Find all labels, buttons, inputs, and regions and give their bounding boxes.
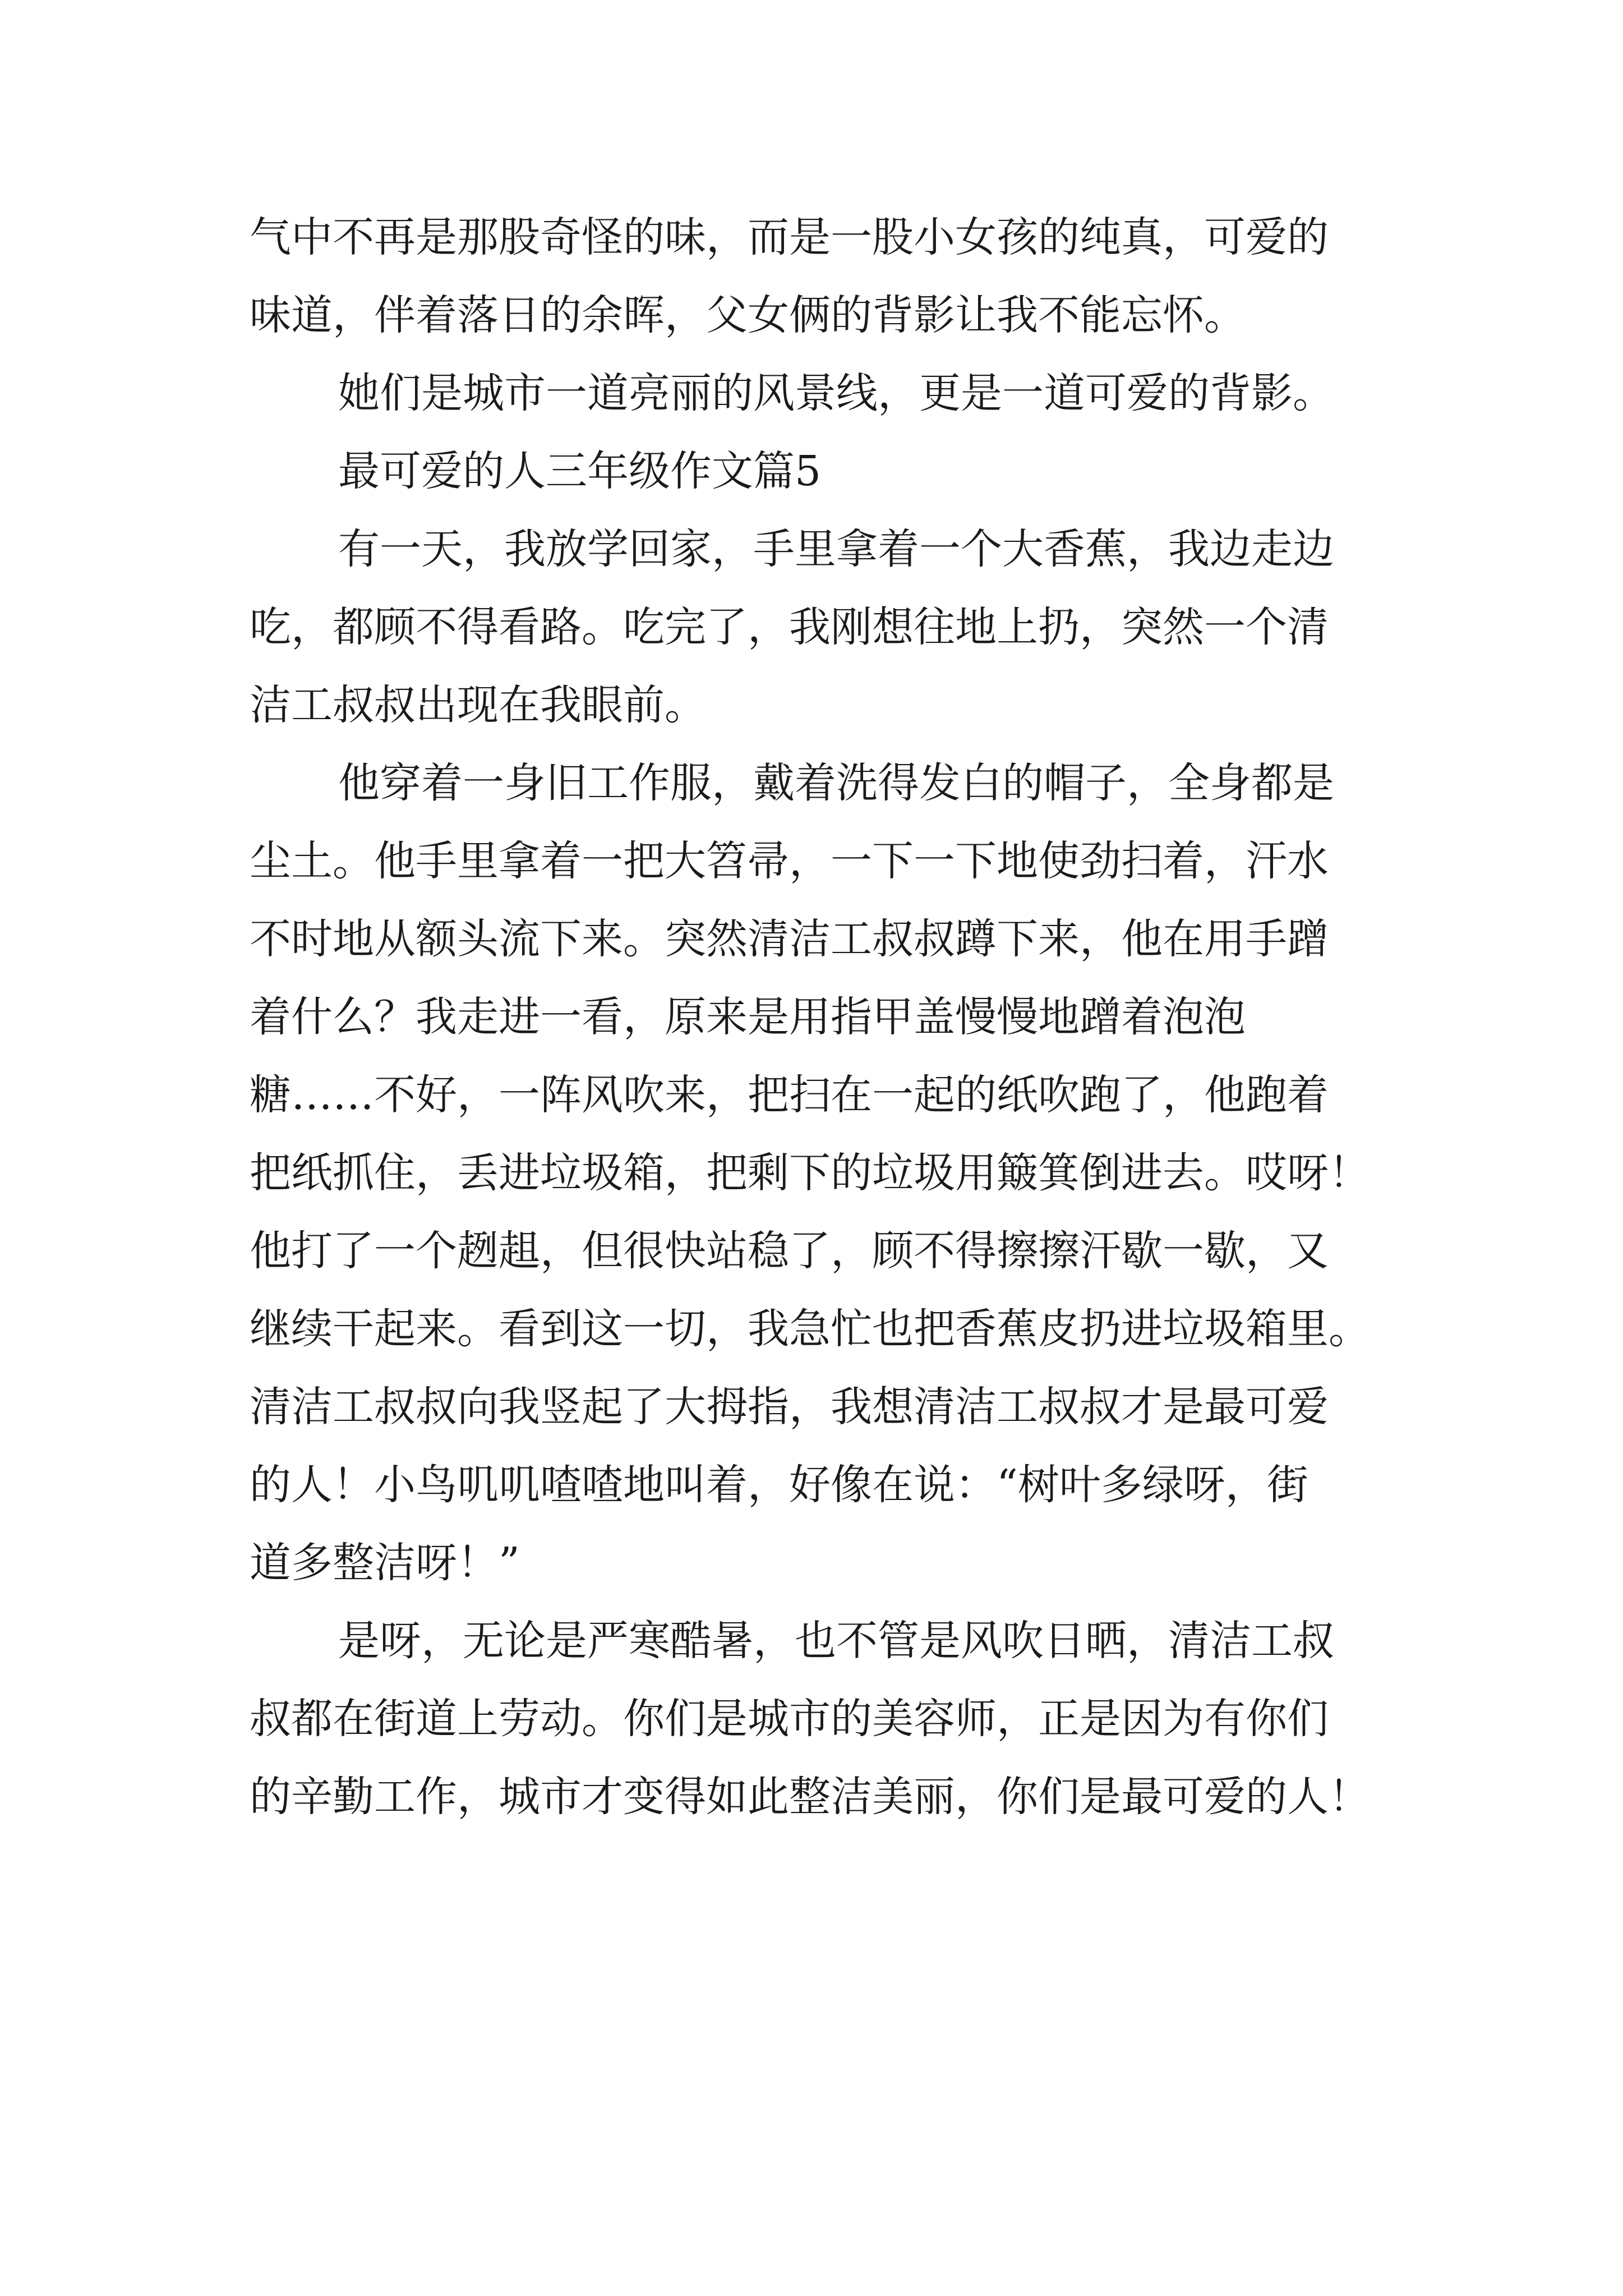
text-line: 味道，伴着落日的余晖，父女俩的背影让我不能忘怀。 [250, 291, 1246, 339]
text-line: 叔都在街道上劳动。你们是城市的美容师，正是因为有你们 [250, 1695, 1329, 1743]
text-line: 吃，都顾不得看路。吃完了，我刚想往地上扔，突然一个清 [250, 603, 1329, 651]
section-heading: 最可爱的人三年级作文篇5 [338, 447, 822, 495]
text-line: 他穿着一身旧工作服，戴着洗得发白的帽子，全身都是 [338, 759, 1334, 807]
text-line: 是呀，无论是严寒酷暑，也不管是风吹日晒，清洁工叔 [338, 1617, 1334, 1665]
text-line: 她们是城市一道亮丽的风景线，更是一道可爱的背影。 [338, 369, 1334, 417]
text-line: 把纸抓住，丢进垃圾箱，把剩下的垃圾用簸箕倒进去。哎呀！ [250, 1149, 1370, 1197]
text-line: 着什么？我走进一看，原来是用指甲盖慢慢地蹭着泡泡 [250, 993, 1246, 1041]
text-line: 有一天，我放学回家，手里拿着一个大香蕉，我边走边 [338, 525, 1334, 573]
text-line: 洁工叔叔出现在我眼前。 [250, 681, 706, 729]
text-line: 不时地从额头流下来。突然清洁工叔叔蹲下来，他在用手蹭 [250, 915, 1329, 963]
text-line: 气中不再是那股奇怪的味，而是一股小女孩的纯真，可爱的 [250, 213, 1329, 261]
text-line: 清洁工叔叔向我竖起了大拇指，我想清洁工叔叔才是最可爱 [250, 1383, 1329, 1431]
text-line: 继续干起来。看到这一切，我急忙也把香蕉皮扔进垃圾箱里。 [250, 1305, 1370, 1353]
text-line: 道多整洁呀！” [250, 1539, 520, 1587]
text-line: 尘土。他手里拿着一把大笤帚，一下一下地使劲扫着，汗水 [250, 837, 1329, 885]
text-line: 糖……不好，一阵风吹来，把扫在一起的纸吹跑了，他跑着 [250, 1071, 1329, 1119]
text-line: 的人！小鸟叽叽喳喳地叫着，好像在说：“树叶多绿呀，街 [250, 1461, 1308, 1509]
text-line: 他打了一个趔趄，但很快站稳了，顾不得擦擦汗歇一歇，又 [250, 1227, 1329, 1275]
text-line: 的辛勤工作，城市才变得如此整洁美丽，你们是最可爱的人！ [250, 1773, 1370, 1821]
